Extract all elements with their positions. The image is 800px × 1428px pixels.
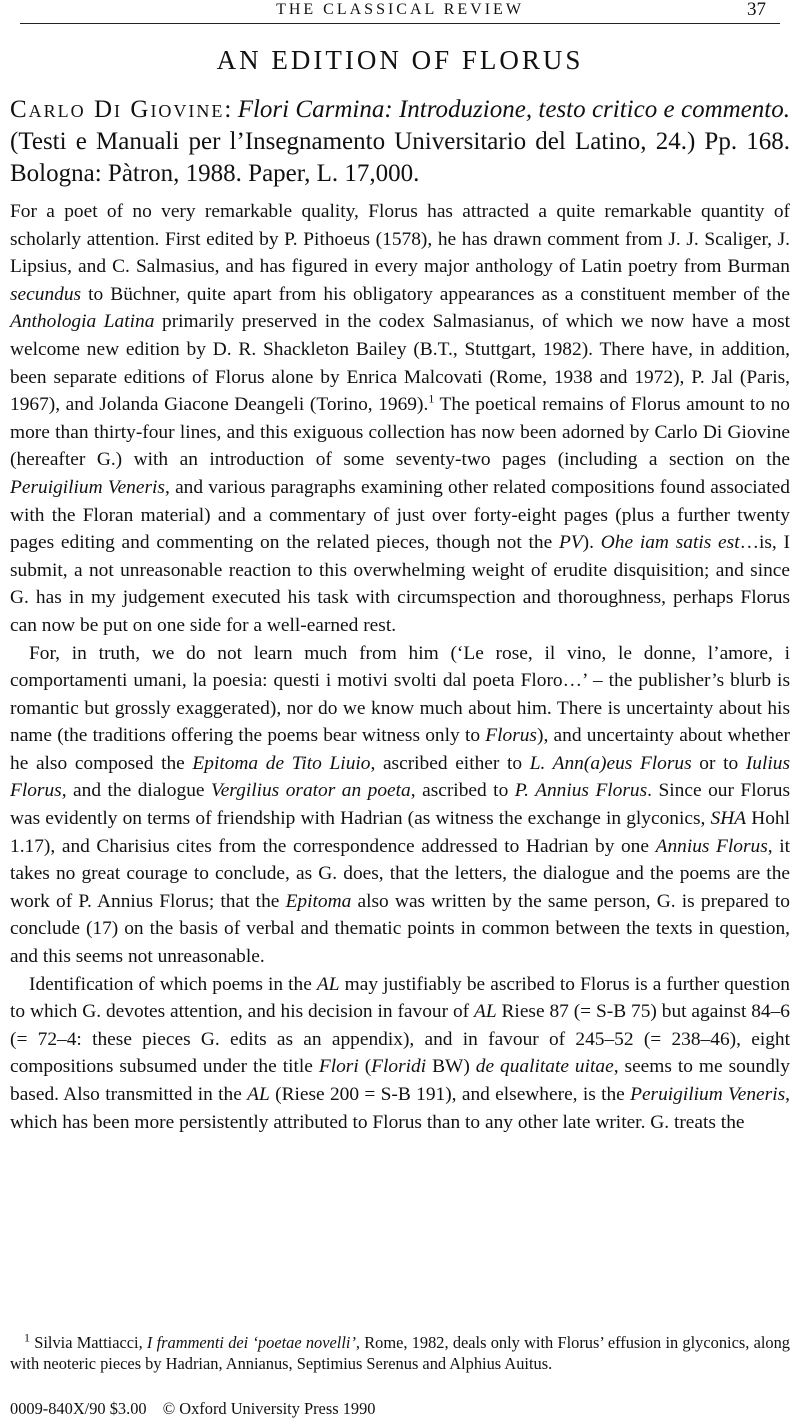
footnote-ref: 1 <box>428 391 435 406</box>
text-span: …is, I submit, a not unreasonable reaction to this overwhelming weight of erudite disquisition; and since G. has in my judgement executed his task with circumspection and thoroughness, perhaps Florus can now be put on one side for a well-earned rest. <box>10 532 790 636</box>
italic-span: PV <box>558 532 583 554</box>
italic-span: L. Ann(a)eus Florus <box>529 752 692 774</box>
italic-span: P. Annius Florus <box>514 780 648 802</box>
text-span: may justifiably be ascribed to Florus is a further question to which G. devotes attention, and his decision in favour of <box>10 973 790 1023</box>
text-span: . Since our Florus was evidently on terms of friendship with Hadrian (as witness the exchange in glyconics, <box>10 780 790 830</box>
italic-span: Floridi <box>371 1056 427 1078</box>
footnote-marker: 1 <box>24 1330 30 1345</box>
book-details: (Testi e Manuali per l’Insegnamento Universitario del Latino, 24.) Pp. 168. Bologna: Pàtron, 1988. Paper, L. 17,000. <box>10 128 790 187</box>
text-span: to Büchner, quite apart from his obligatory appearances as a constituent member of the <box>81 283 790 305</box>
italic-span: Annius Florus <box>655 835 768 857</box>
review-body <box>10 198 790 1136</box>
text-span: ( <box>358 1056 372 1078</box>
paragraph-2 <box>10 640 790 971</box>
text-span: primarily preserved in the codex Salmasianus, of which we now have a most welcome new edition by D. R. Shackleton Bailey (B.T., Stuttgart, 1982). There have, in addition, been separate editions of Florus alone by Enrica Malcovati (Rome, 1938 and 1972), P. Jal (Paris, 1967), and Jolanda Giacone Deangeli (Torino, 1969). <box>10 311 790 416</box>
text-span: For a poet of no very remarkable quality, Florus has attracted a quite remarkable quantity of scholarly attention. First edited by P. Pithoeus (1578), he has drawn comment from J. J. Scaliger, J. Lipsius, and C. Salmasius, and has figured in every major anthology of Latin poetry from Burman <box>10 201 790 278</box>
text-span: For, in truth, we do not learn much from him (‘Le rose, il vino, le donne, l’amore, i comportamenti umani, la poesia: questi i motivi svolti dal poeta Floro…’ – the publisher’s blurb is romantic but grossly exaggerated), nor do we know much about him. There is uncertainty about his name (the traditions offering the poems bear witness only to <box>10 642 790 747</box>
copyright-notice: © Oxford University Press 1990 <box>162 1399 376 1418</box>
issn-price: 0009-840X/90 $3.00 <box>10 1399 147 1418</box>
italic-span: AL <box>316 973 340 995</box>
italic-span: Epitoma <box>285 890 352 912</box>
text-span: , ascribed to <box>410 780 515 802</box>
text-span: , Rome, 1982, deals only with Florus’ effusion in glyconics, along with neoteric pieces by Hadrian, Annianus, Septimius Serenus and Alphius Auitus. <box>10 1333 790 1373</box>
italic-span: Flori <box>318 1056 359 1078</box>
journal-title: THE CLASSICAL REVIEW <box>276 1 524 18</box>
italic-span: AL <box>247 1084 270 1105</box>
text-span: , and various paragraphs examining other related compositions found associated with the Floran material) and a commentary of just over forty-eight pages (plus a further twenty pages editing and commenting on the related pieces, though not the <box>10 476 790 554</box>
text-span: , ascribed either to <box>370 752 530 774</box>
imprint-line <box>10 1399 790 1419</box>
italic-span: I frammenti dei ‘poetae novelli’ <box>146 1333 356 1352</box>
italic-span: de qualitate uitae <box>475 1056 614 1078</box>
italic-span: secundus <box>10 283 82 305</box>
text-span: , seems to me soundly based. Also transmitted in the <box>10 1056 791 1105</box>
book-title: Flori Carmina: Introduzione, testo critico e commento. <box>237 96 790 123</box>
paragraph-3 <box>10 971 790 1137</box>
italic-span: Epitoma de Tito Liuio <box>192 752 371 774</box>
article-title: AN EDITION OF FLORUS <box>216 45 584 75</box>
text-span: (Riese 200 = S-B 191), and elsewhere, is the <box>269 1084 631 1105</box>
italic-span: Peruigilium Veneris <box>10 476 165 498</box>
footnote-text <box>10 1330 790 1373</box>
italic-span: Vergilius orator an poeta <box>211 780 411 802</box>
italic-span: AL <box>473 1001 497 1023</box>
footnote-1 <box>10 1332 790 1374</box>
text-span: BW) <box>426 1056 476 1078</box>
italic-span: Florus <box>485 725 537 747</box>
italic-span: Ohe iam satis est <box>600 532 740 554</box>
text-span: or to <box>691 752 746 774</box>
book-author: Carlo Di Giovine <box>10 96 225 123</box>
text-span: Silvia Mattiacci, <box>30 1333 147 1352</box>
text-span: also was written by the same person, G. is prepared to conclude (17) on the basis of verbal and thematic points in common between the texts in question, and this seems not unreasonable. <box>10 890 790 968</box>
text-span: , and the dialogue <box>61 780 211 802</box>
italic-span: Peruigilium Veneris <box>630 1084 786 1105</box>
book-citation: Carlo Di Giovine: Flori Carmina: Introduzione, testo critico e commento. (Testi e Manuali per l’Insegnamento Universitario del Latino, 24.) Pp. 168. Bologna: Pàtron, 1988. Paper, L. 17,000. <box>10 96 790 187</box>
header-rule <box>20 23 780 24</box>
paragraph-1 <box>10 198 790 640</box>
text-span: ), and uncertainty about whether he also composed the <box>10 725 790 774</box>
text-span: , which has been more persistently attributed to Florus than to any other late writer. G. treats the <box>10 1084 790 1133</box>
text-span: Riese 87 (= S-B 75) but against 84–6 (= 72–4: these pieces G. edits as an appendix), and in favour of 245–52 (= 238–46), eight compositions subsumed under the title <box>10 1001 790 1078</box>
text-span: The poetical remains of Florus amount to no more than thirty-four lines, and this exiguous collection has now been adorned by Carlo Di Giovine (hereafter G.) with an introduction of some seventy-two pages (including a section on the <box>10 394 790 471</box>
text-span: Identification of which poems in the <box>29 973 317 995</box>
italic-span: Iulius Florus <box>10 752 790 802</box>
page-number: 37 <box>747 0 766 20</box>
italic-span: Anthologia Latina <box>10 311 155 333</box>
italic-span: SHA <box>710 808 747 830</box>
running-head <box>10 0 790 30</box>
text-span: ). <box>582 532 601 554</box>
text-span: , it takes no great courage to conclude, as G. does, that the letters, the dialogue and the poems are the work of P. Annius Florus; that the <box>10 835 790 912</box>
text-span: Hohl 1.17), and Charisius cites from the correspondence addressed to Hadrian by one <box>10 808 790 857</box>
